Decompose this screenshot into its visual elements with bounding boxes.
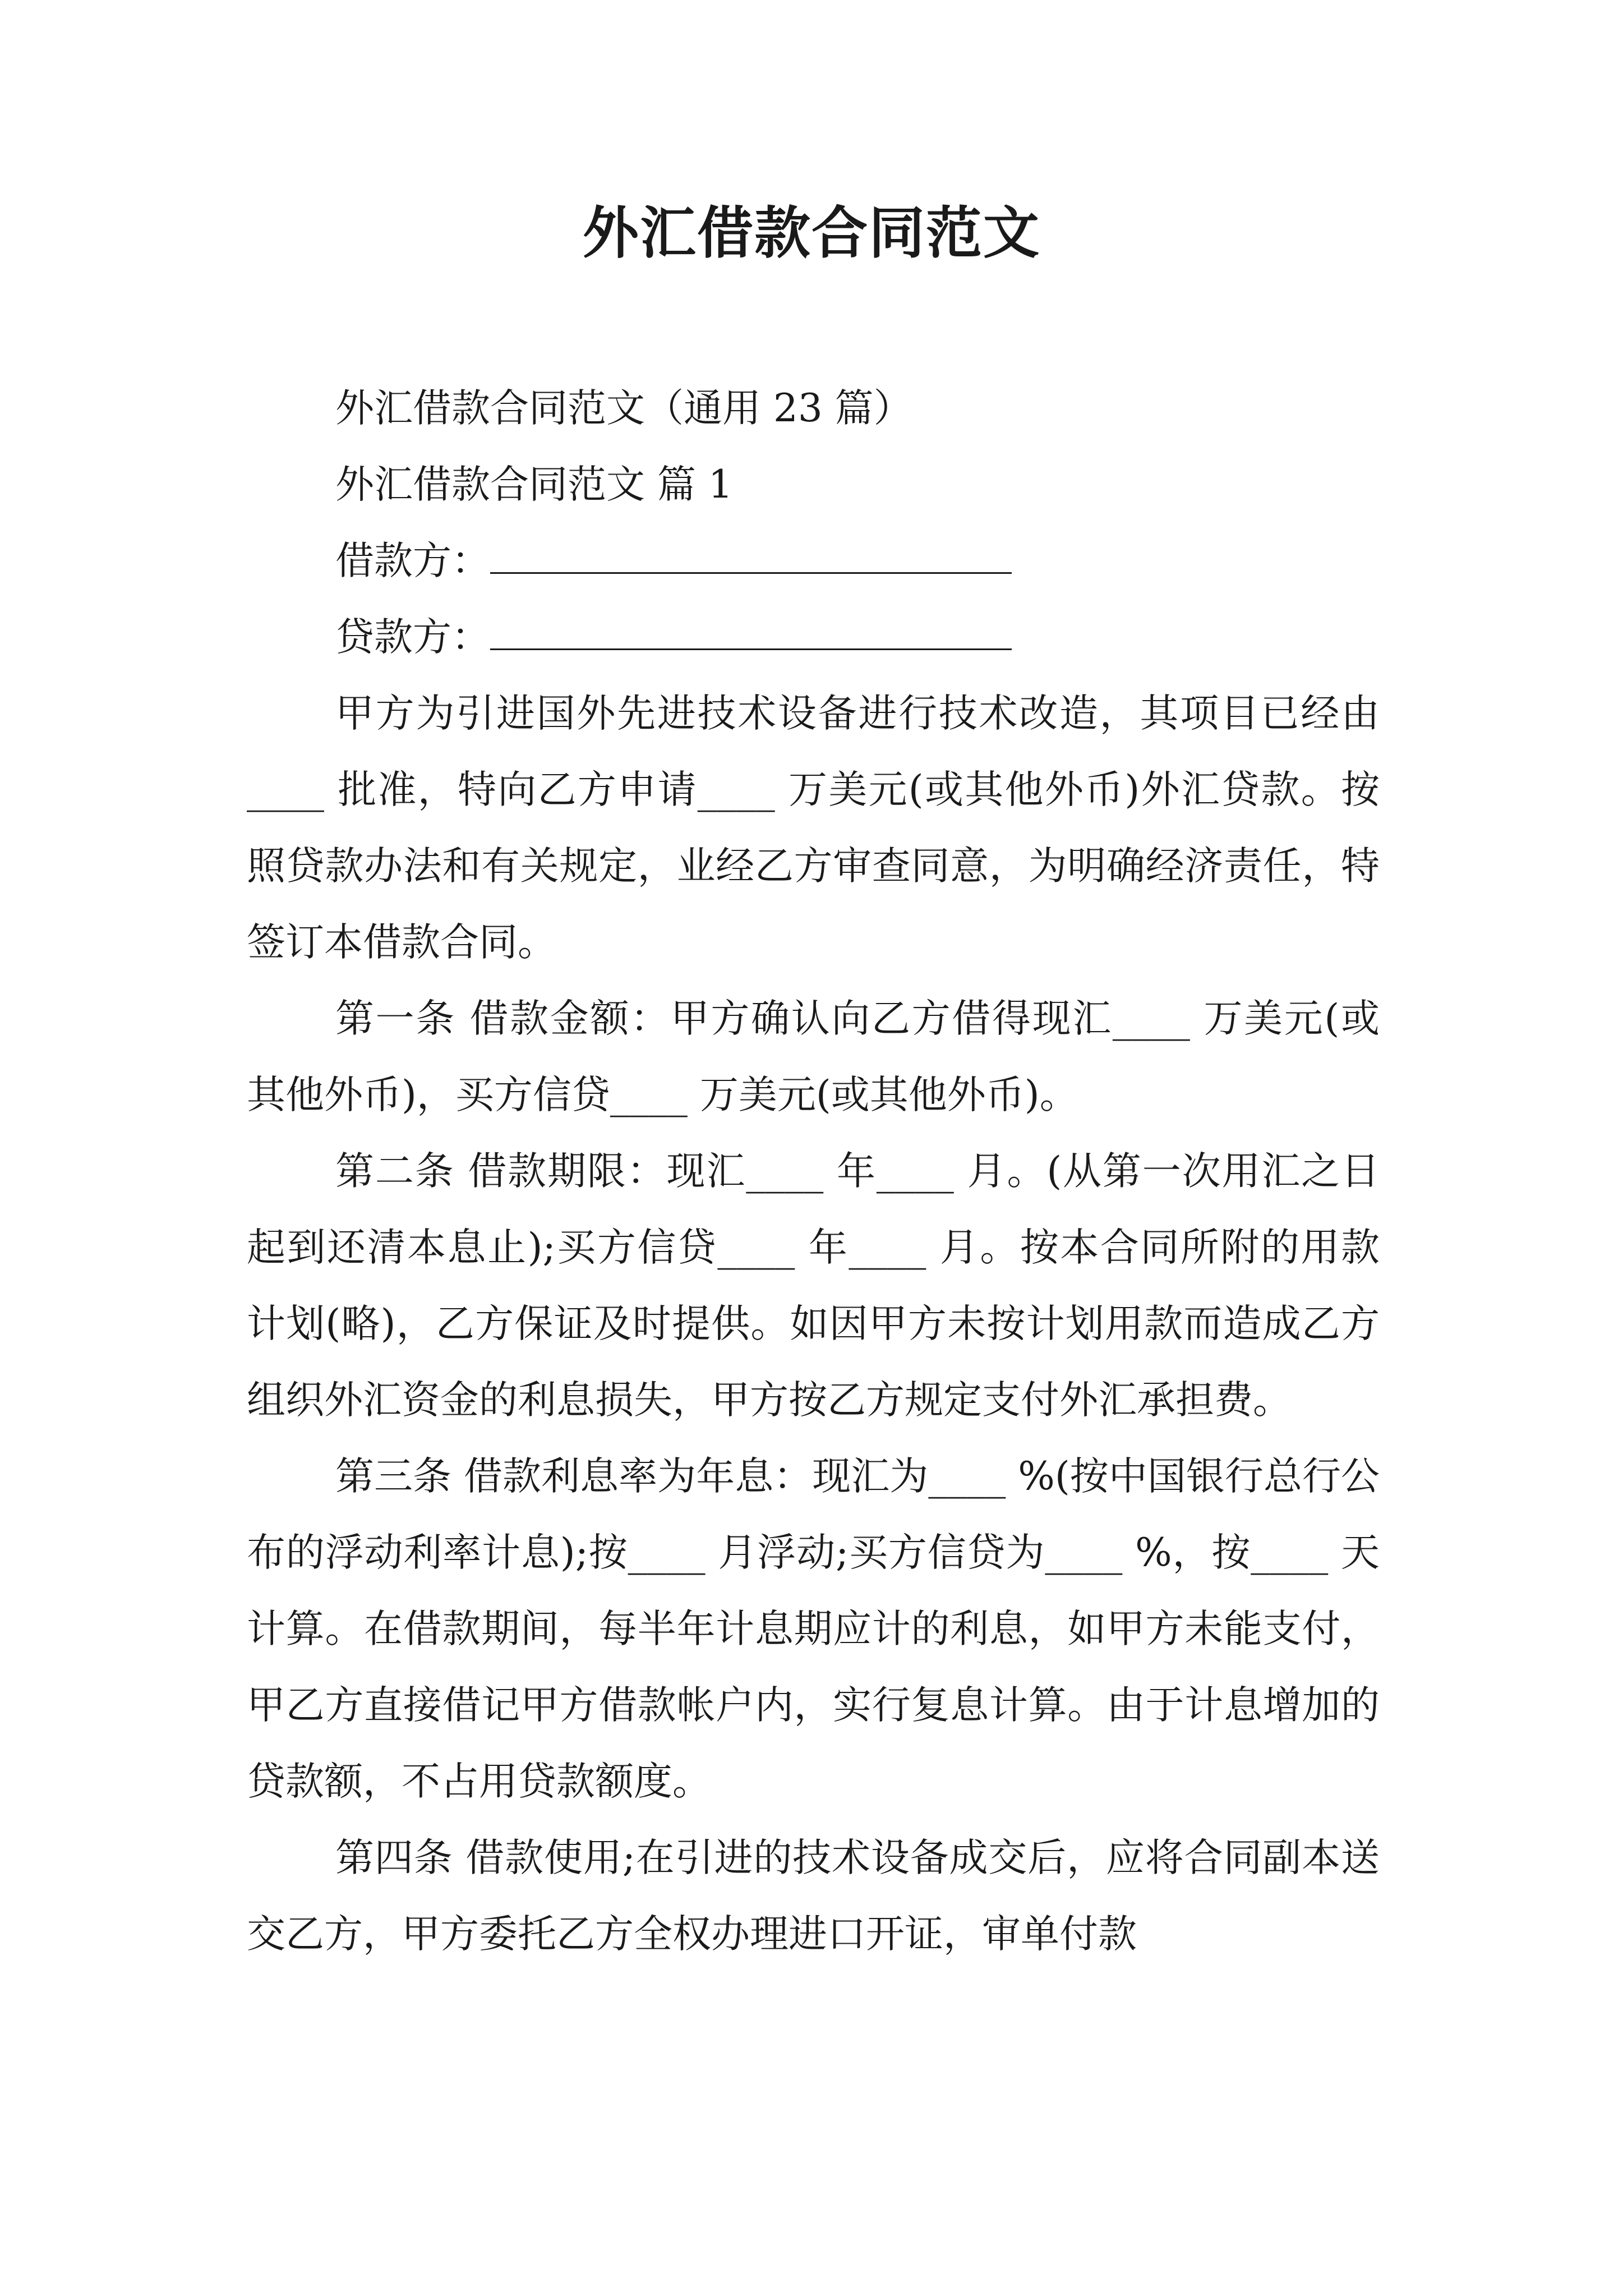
paragraph-article-4: 第四条 借款使用;在引进的技术设备成交后，应将合同副本送交乙方，甲方委托乙方全权办理进口开证，审单付款 (247, 1835, 1380, 1957)
lender-blank (490, 615, 1012, 650)
paragraph-article-2: 第二条 借款期限：现汇____ 年____ 月。(从第一次用汇之日起到还清本息止);买方信贷____ 年____ 月。按本合同所附的用款计划(略)，乙方保证及时提供。如因甲方未按计划用款而造成乙方组织外汇资金的利息损失，甲方按乙方规定支付外汇承担费。 (247, 1149, 1380, 1423)
borrower-line (247, 523, 1380, 599)
borrower-blank (490, 539, 1012, 574)
document-subtitle: 外汇借款合同范文（通用 23 篇） (335, 386, 912, 431)
paragraph-intro: 甲方为引进国外先进技术设备进行技术改造，其项目已经由____ 批准，特向乙方申请____ 万美元(或其他外币)外汇贷款。按照贷款办法和有关规定，业经乙方审查同意，为明确经济责任，特签订本借款合同。 (247, 691, 1380, 965)
paragraph-article-1: 第一条 借款金额：甲方确认向乙方借得现汇____ 万美元(或其他外币)，买方信贷____ 万美元(或其他外币)。 (247, 996, 1380, 1117)
document-body (247, 370, 1380, 1972)
lender-line (247, 599, 1380, 675)
lender-label: 贷款方： (335, 615, 490, 660)
paragraph-article-3: 第三条 借款利息率为年息：现汇为____ %(按中国银行总行公布的浮动利率计息);按____ 月浮动;买方信贷为____ %，按____ 天计算。在借款期间，每半年计息期应计的利息，如甲方未能支付，甲乙方直接借记甲方借款帐户内，实行复息计算。由于计息增加的贷款额，不占用贷款额度。 (247, 1454, 1380, 1804)
document-title: 外汇借款合同范文 (583, 200, 1040, 266)
borrower-label: 借款方： (335, 539, 490, 583)
section-heading: 外汇借款合同范文 篇 1 (335, 462, 733, 507)
